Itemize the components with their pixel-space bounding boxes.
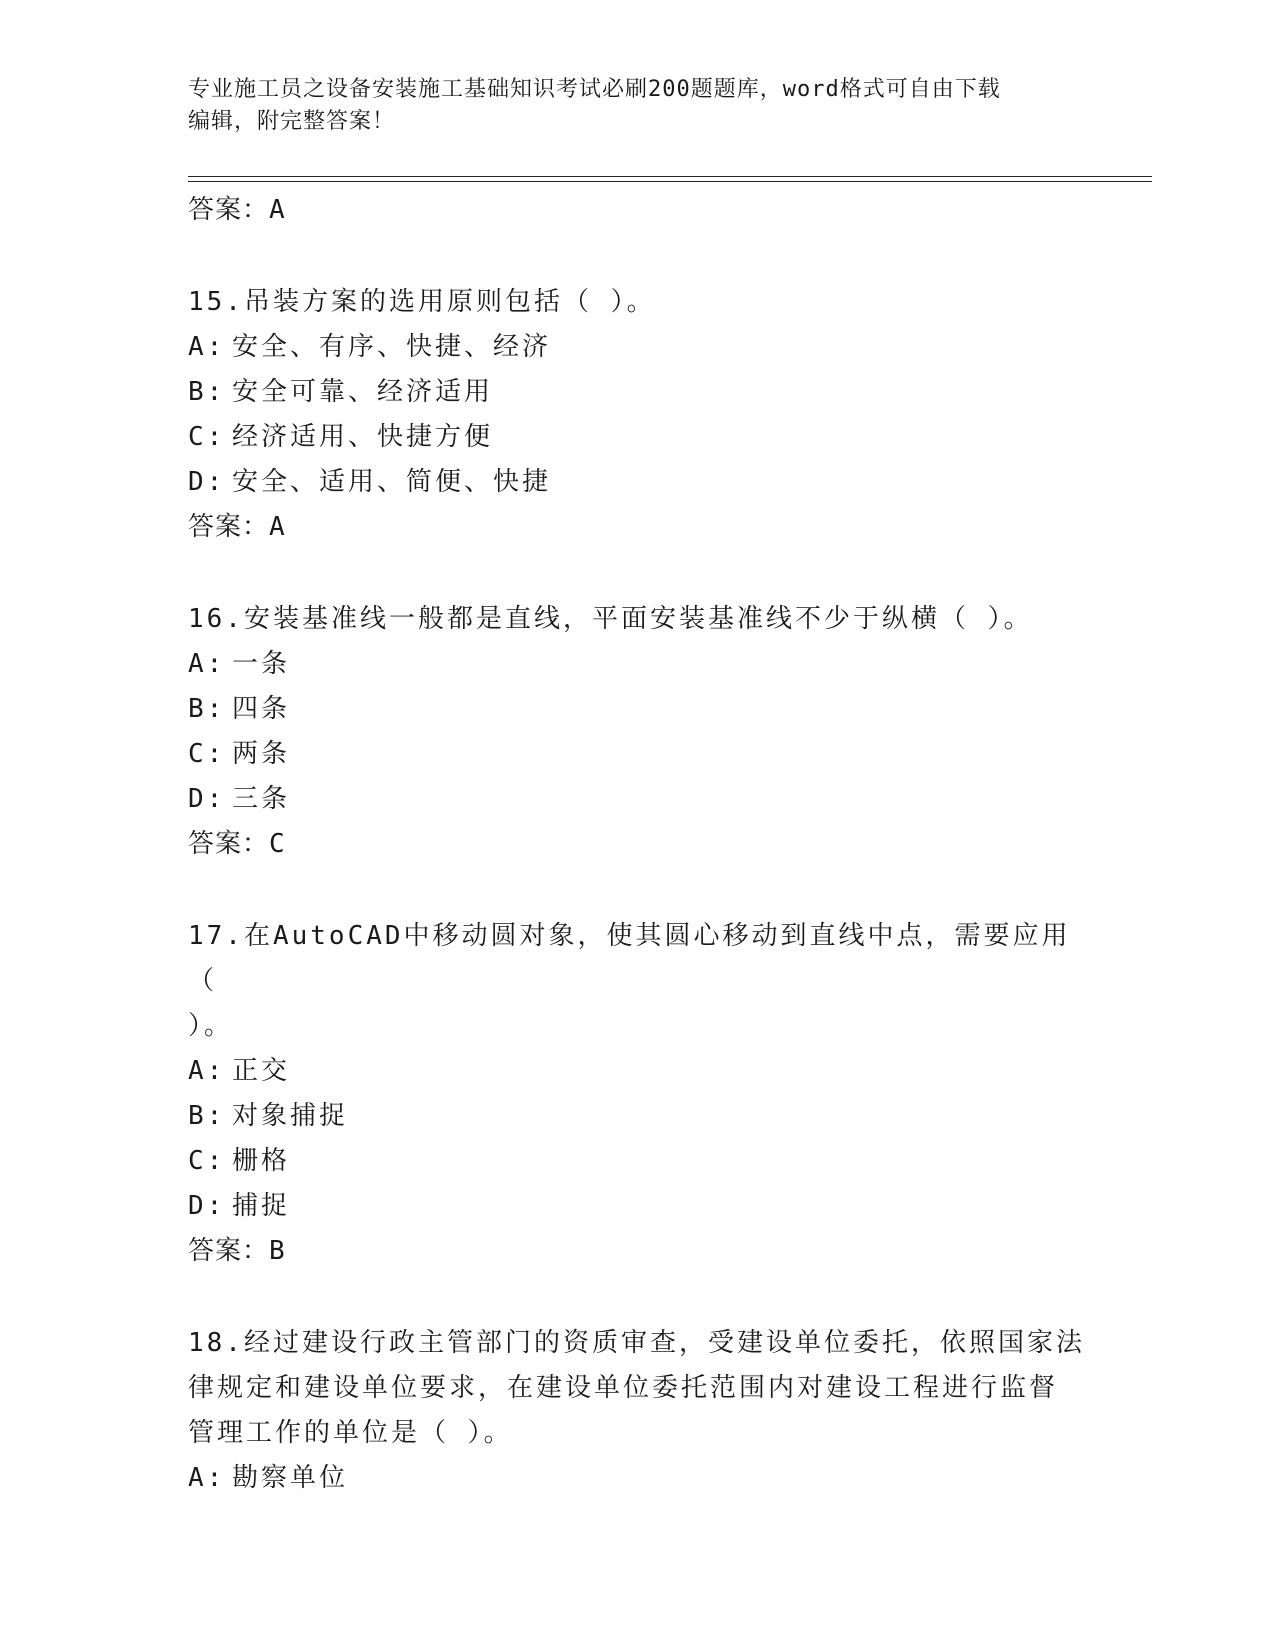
option-row: [188, 415, 1088, 460]
answer-value: C: [269, 829, 286, 859]
option-text: 四条: [232, 694, 291, 724]
option-text: 一条: [232, 649, 291, 679]
option-text: 安全可靠、经济适用: [232, 377, 494, 407]
option-key: A:: [188, 1463, 226, 1493]
answer-label: 答案：: [188, 1236, 270, 1266]
option-key: D:: [188, 1191, 226, 1221]
question-text-line: 17.在AutoCAD中移动圆对象，使其圆心移动到直线中点，需要应用（: [188, 921, 1071, 996]
header-divider-top: [188, 176, 1152, 177]
option-key: B:: [188, 1101, 226, 1131]
option-text: 对象捕捉: [232, 1101, 349, 1131]
option-key: A:: [188, 1056, 226, 1086]
answer-line: [188, 822, 1088, 866]
question-text-line: 15.吊装方案的选用原则包括（ ）。: [188, 287, 656, 317]
option-row: [188, 732, 1088, 777]
question-block: [188, 597, 1088, 866]
answer-value: A: [269, 195, 286, 225]
question-list: [188, 188, 1088, 1501]
answer-label: 答案：: [188, 829, 270, 859]
option-text: 安全、有序、快捷、经济: [232, 332, 552, 362]
option-text: 三条: [232, 784, 291, 814]
option-text: 安全、适用、简便、快捷: [232, 467, 552, 497]
option-row: [188, 1184, 1088, 1229]
question-gap: [188, 866, 1088, 914]
question-text-line: 律规定和建设单位要求，在建设单位委托范围内对建设工程进行监督: [188, 1373, 1059, 1403]
question-block: [188, 280, 1088, 549]
question-gap: [188, 232, 1088, 280]
option-text: 捕捉: [232, 1191, 291, 1221]
option-key: A:: [188, 649, 226, 679]
question-text-line: 18.经过建设行政主管部门的资质审查，受建设单位委托，依照国家法: [188, 1328, 1085, 1358]
option-row: [188, 777, 1088, 822]
answer-line: [188, 505, 1088, 549]
option-text: 勘察单位: [232, 1463, 349, 1493]
option-row: [188, 460, 1088, 505]
option-text: 两条: [232, 739, 291, 769]
header-divider-bottom: [188, 181, 1152, 182]
question-text: [188, 1321, 1088, 1456]
option-key: C:: [188, 739, 226, 769]
answer-label: 答案：: [188, 512, 270, 542]
option-row: [188, 370, 1088, 415]
answer-line: [188, 188, 1088, 232]
option-row: [188, 325, 1088, 370]
document-header: [188, 74, 1068, 138]
option-row: [188, 1049, 1088, 1094]
option-text: 正交: [232, 1056, 291, 1086]
header-line-1: 专业施工员之设备安装施工基础知识考试必刷200题题库，word格式可自由下载: [188, 77, 1001, 102]
option-key: B:: [188, 377, 226, 407]
option-row: [188, 642, 1088, 687]
option-key: A:: [188, 332, 226, 362]
option-row: [188, 1456, 1088, 1501]
answer-value: A: [269, 512, 286, 542]
option-key: B:: [188, 694, 226, 724]
option-text: 经济适用、快捷方便: [232, 422, 494, 452]
question-text: [188, 597, 1088, 642]
option-key: D:: [188, 784, 226, 814]
option-row: [188, 1094, 1088, 1139]
question-text-line: 16.安装基准线一般都是直线，平面安装基准线不少于纵横（ ）。: [188, 604, 1033, 634]
question-text: [188, 914, 1088, 1049]
question-block: [188, 1321, 1088, 1501]
option-text: 栅格: [232, 1146, 291, 1176]
option-row: [188, 1139, 1088, 1184]
question-gap: [188, 549, 1088, 597]
question-gap: [188, 1273, 1088, 1321]
answer-line: [188, 1229, 1088, 1273]
question-block: [188, 914, 1088, 1273]
option-key: D:: [188, 467, 226, 497]
question-text: [188, 280, 1088, 325]
option-key: C:: [188, 1146, 226, 1176]
option-row: [188, 687, 1088, 732]
option-key: C:: [188, 422, 226, 452]
answer-value: B: [269, 1236, 286, 1266]
question-text-line: ）。: [188, 1011, 234, 1041]
question-text-line: 管理工作的单位是（ ）。: [188, 1418, 513, 1448]
answer-label: 答案：: [188, 195, 270, 225]
header-line-2: 编辑，附完整答案！: [188, 109, 396, 134]
